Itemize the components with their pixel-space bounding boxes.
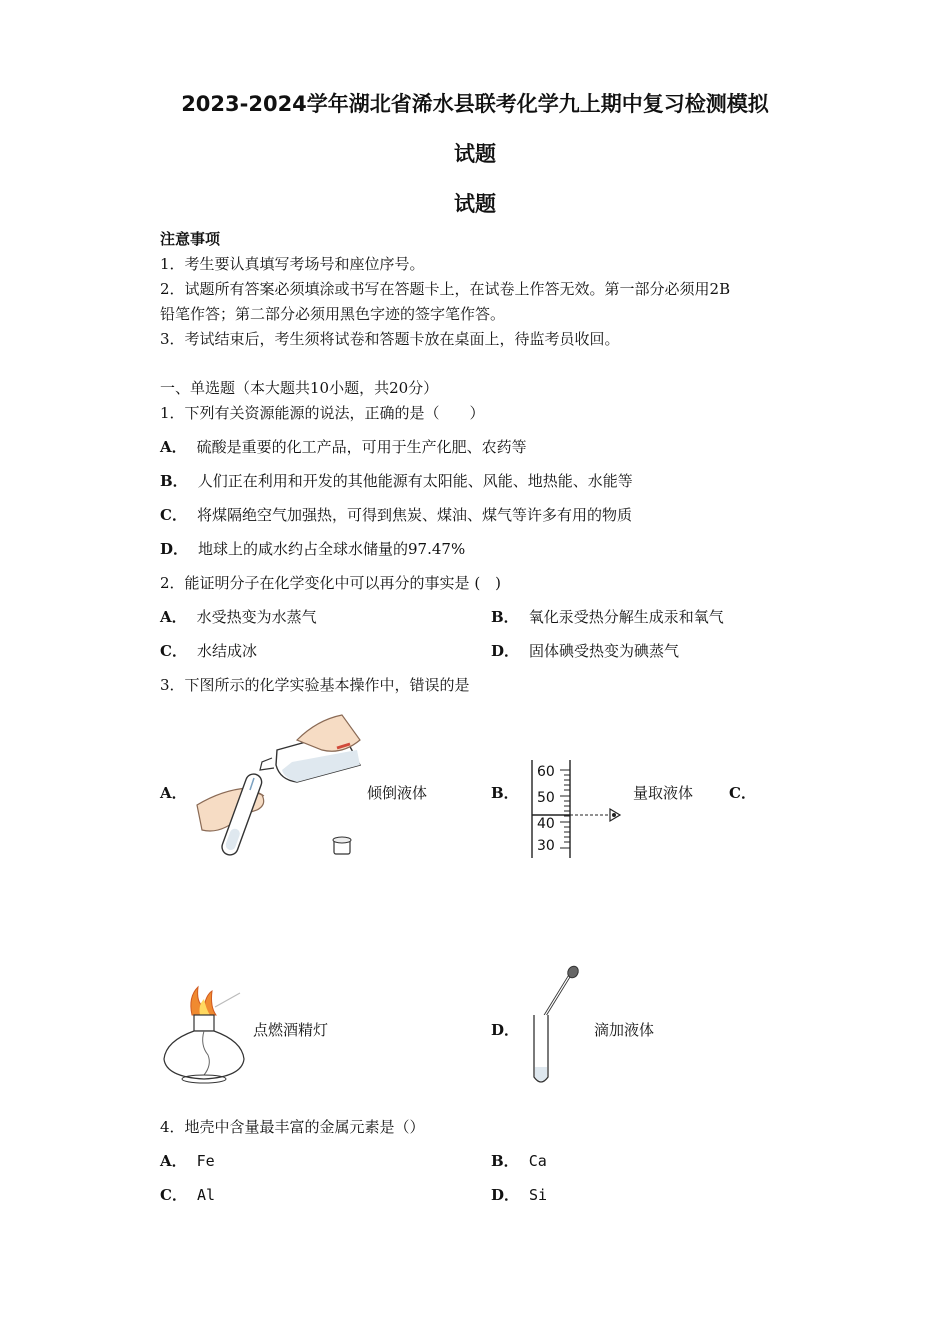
question-2-stem: 2．能证明分子在化学变化中可以再分的事实是 ( ) <box>160 574 502 592</box>
option-label: A． <box>160 608 187 626</box>
question-3-option-a-label: A． <box>160 784 187 802</box>
cylinder-tick-label: 60 <box>537 764 555 780</box>
notice-item: 铅笔作答；第二部分必须用黑色字迹的签字笔作答。 <box>160 305 506 323</box>
alcohol-lamp-figure <box>160 985 250 1087</box>
question-3-option-b-label: B． <box>491 784 519 802</box>
cylinder-tick-label: 30 <box>537 838 555 854</box>
notice-item: 2．试题所有答案必须填涂或书写在答题卡上，在试卷上作答无效。第一部分必须用2B <box>160 280 731 298</box>
option-text: 人们正在利用和开发的其他能源有太阳能、风能、地热能、水能等 <box>197 472 633 490</box>
notice-item: 3．考试结束后，考生须将试卷和答题卡放在桌面上，待监考员收回。 <box>160 330 620 348</box>
option-label: B． <box>491 1152 519 1170</box>
option-text: Al <box>196 1186 216 1204</box>
option-label: C． <box>160 506 187 524</box>
option-text: 水结成冰 <box>196 642 257 660</box>
question-3-stem: 3．下图所示的化学实验基本操作中，错误的是 <box>160 676 470 694</box>
question-4-option-d <box>491 1184 547 1205</box>
question-3-option-c-text: 点燃酒精灯 <box>253 1021 329 1039</box>
question-3-option-a-text: 倾倒液体 <box>367 784 428 802</box>
question-2-option-c <box>160 640 257 661</box>
option-text: 地球上的咸水约占全球水储量的97.47% <box>198 540 466 558</box>
notice-heading: 注意事项 <box>160 230 221 248</box>
notice-item: 1．考生要认真填写考场号和座位序号。 <box>160 255 425 273</box>
option-label: D． <box>491 642 520 660</box>
option-label: B． <box>491 608 519 626</box>
question-3-option-b-text: 量取液体 <box>633 784 694 802</box>
question-1-option-b <box>160 470 633 491</box>
question-1-option-a <box>160 436 527 457</box>
option-text: Fe <box>196 1152 215 1170</box>
option-label: A． <box>160 438 187 456</box>
option-label: A． <box>160 1152 187 1170</box>
question-1-option-c <box>160 504 632 525</box>
question-4-option-a <box>160 1150 215 1171</box>
dropper-figure <box>528 965 588 1090</box>
section-heading: 一、单选题（本大题共10小题，共20分） <box>160 379 439 397</box>
option-label: D． <box>491 1186 520 1204</box>
option-text: 固体碘受热变为碘蒸气 <box>529 642 680 660</box>
option-text: 氧化汞受热分解生成汞和氧气 <box>528 608 724 626</box>
question-3-option-d-text: 滴加液体 <box>594 1021 655 1039</box>
option-text: 硫酸是重要的化工产品，可用于生产化肥、农药等 <box>196 438 527 456</box>
question-1-option-d <box>160 538 465 559</box>
question-3-option-d-label: D． <box>491 1021 520 1039</box>
option-text: Si <box>529 1186 548 1204</box>
question-3-option-c-label: C． <box>729 784 756 802</box>
page-title-line-3: 试题 <box>454 192 496 216</box>
option-label: D． <box>160 540 189 558</box>
question-4-option-b <box>491 1150 547 1171</box>
question-1-stem: 1．下列有关资源能源的说法，正确的是（ ） <box>160 404 485 422</box>
question-4-option-c <box>160 1184 215 1205</box>
option-text: Ca <box>528 1152 547 1170</box>
page-title-line-1: 2023-2024学年湖北省浠水县联考化学九上期中复习检测模拟 <box>181 92 769 116</box>
option-text: 水受热变为水蒸气 <box>196 608 317 626</box>
question-4-stem: 4．地壳中含量最丰富的金属元素是（） <box>160 1118 425 1136</box>
question-2-option-b <box>491 606 724 627</box>
cylinder-tick-label: 50 <box>537 790 555 806</box>
cylinder-tick-label: 40 <box>537 816 555 832</box>
question-2-option-d <box>491 640 679 661</box>
page-title-line-2: 试题 <box>454 142 496 166</box>
option-label: C． <box>160 1186 187 1204</box>
question-2-option-a <box>160 606 317 627</box>
option-text: 将煤隔绝空气加强热，可得到焦炭、煤油、煤气等许多有用的物质 <box>196 506 632 524</box>
option-label: B． <box>160 472 188 490</box>
pouring-liquid-figure <box>192 710 362 860</box>
option-label: C． <box>160 642 187 660</box>
